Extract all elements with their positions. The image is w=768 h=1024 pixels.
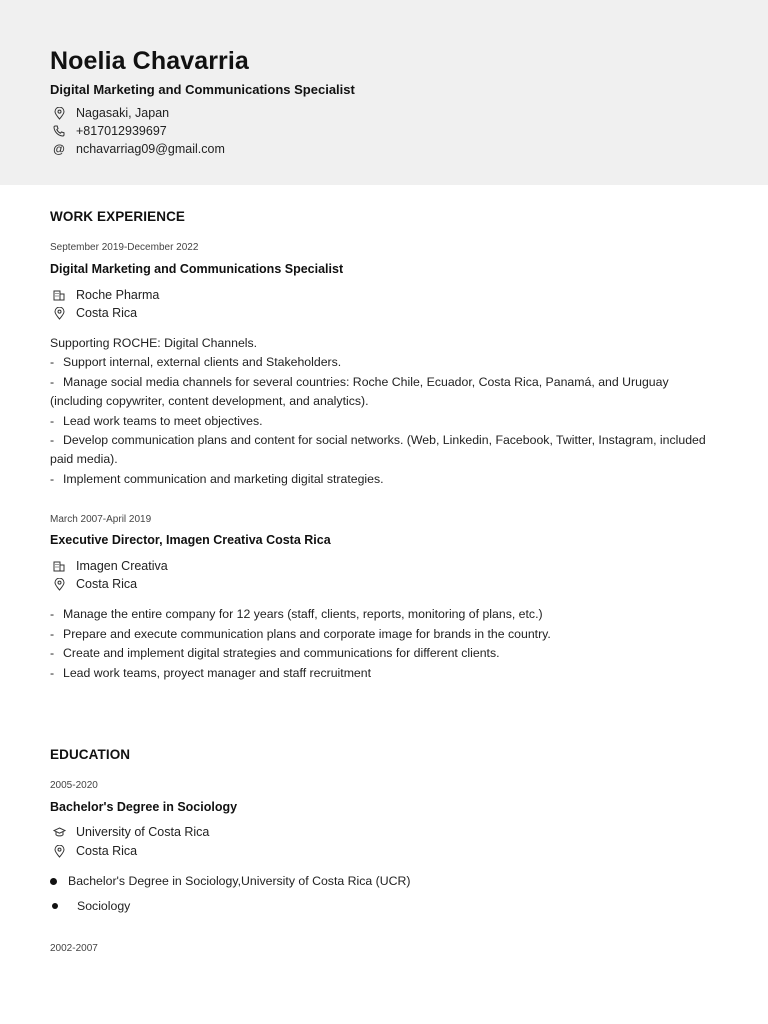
resume-header bbox=[0, 0, 768, 185]
location-pin-icon bbox=[50, 105, 68, 121]
job-description-line: (including copywriter, content development, and analytics). bbox=[50, 394, 369, 408]
graduation-cap-icon bbox=[50, 824, 68, 840]
job-company-text: Roche Pharma bbox=[76, 288, 160, 302]
job-description-line: - Lead work teams to meet objectives. bbox=[50, 414, 263, 428]
contact-location bbox=[50, 105, 169, 121]
job-description-line: - Lead work teams, proyect manager and staff recruitment bbox=[50, 666, 372, 680]
job-role: Digital Marketing and Communications Specialist bbox=[50, 262, 344, 276]
education-date: 2005-2020 bbox=[50, 780, 98, 791]
education-degree: Bachelor's Degree in Sociology bbox=[50, 800, 238, 814]
contact-phone-text: +817012939697 bbox=[76, 124, 167, 138]
location-pin-icon bbox=[50, 305, 68, 321]
job-location bbox=[50, 305, 137, 321]
education-bullet-text: Bachelor's Degree in Sociology,University of Costa Rica (UCR) bbox=[68, 874, 411, 888]
job-description-line: - Support internal, external clients and Stakeholders. bbox=[50, 355, 342, 369]
at-sign-icon: @ bbox=[53, 142, 65, 156]
location-pin-icon bbox=[50, 843, 68, 859]
candidate-name: Noelia Chavarria bbox=[50, 47, 249, 75]
education-bullet bbox=[50, 898, 130, 914]
work-experience-heading: WORK EXPERIENCE bbox=[50, 209, 186, 224]
location-pin-icon bbox=[50, 576, 68, 592]
bullet-dot-icon bbox=[52, 903, 58, 909]
contact-email bbox=[50, 141, 225, 157]
education-bullet bbox=[50, 873, 410, 889]
contact-email-text: nchavarriag09@gmail.com bbox=[76, 142, 225, 156]
job-description-line: - Manage social media channels for several countries: Roche Chile, Ecuador, Costa Rica, Panamá, and Uruguay bbox=[50, 375, 669, 389]
job-description-line: - Create and implement digital strategies and communications for different clients. bbox=[50, 646, 500, 660]
phone-icon bbox=[50, 123, 68, 139]
job-location bbox=[50, 576, 137, 592]
contact-location-text: Nagasaki, Japan bbox=[76, 106, 170, 120]
job-company bbox=[50, 558, 168, 574]
job-description-line: - Prepare and execute communication plans and corporate image for brands in the country. bbox=[50, 627, 551, 641]
job-description-line: - Implement communication and marketing digital strategies. bbox=[50, 472, 384, 486]
education-school bbox=[50, 824, 209, 840]
job-location-text: Costa Rica bbox=[76, 306, 138, 320]
job-date: March 2007-April 2019 bbox=[50, 514, 152, 525]
education-heading: EDUCATION bbox=[50, 747, 131, 762]
building-icon bbox=[50, 558, 68, 574]
job-description-line: paid media). bbox=[50, 452, 118, 466]
education-school-text: University of Costa Rica bbox=[76, 825, 210, 839]
education-date: 2002-2007 bbox=[50, 943, 98, 954]
job-role: Executive Director, Imagen Creativa Costa Rica bbox=[50, 533, 331, 547]
building-icon bbox=[50, 287, 68, 303]
job-location-text: Costa Rica bbox=[76, 577, 138, 591]
job-description-line: - Develop communication plans and content for social networks. (Web, Linkedin, Facebook, Twitter, Instagram, included bbox=[50, 433, 706, 447]
candidate-title: Digital Marketing and Communications Specialist bbox=[50, 82, 355, 97]
job-company bbox=[50, 287, 159, 303]
contact-phone bbox=[50, 123, 167, 139]
education-location-text: Costa Rica bbox=[76, 844, 138, 858]
job-description-line: - Manage the entire company for 12 years (staff, clients, reports, monitoring of plans, etc.) bbox=[50, 607, 543, 621]
job-description-line: Supporting ROCHE: Digital Channels. bbox=[50, 336, 258, 350]
job-company-text: Imagen Creativa bbox=[76, 559, 168, 573]
job-date: September 2019-December 2022 bbox=[50, 242, 199, 253]
bullet-dot-icon bbox=[50, 878, 57, 885]
education-bullet-text: Sociology bbox=[77, 899, 131, 913]
education-location bbox=[50, 843, 137, 859]
